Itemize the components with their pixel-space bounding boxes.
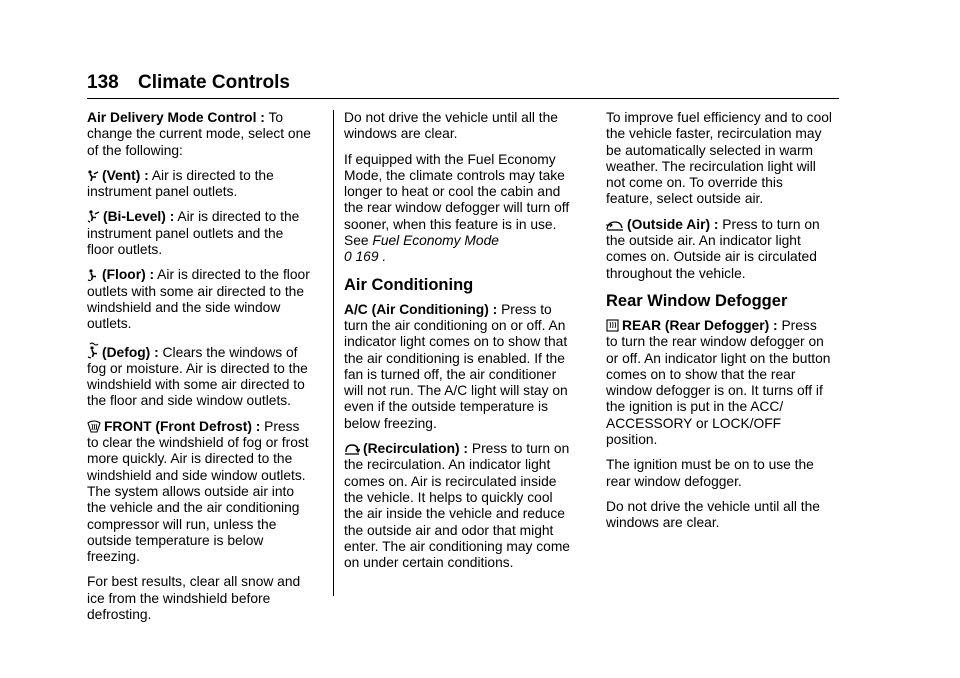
vent-term: (Vent) : [102,167,149,183]
fuel-economy-paragraph [344,152,570,266]
rear-defogger-paragraph [606,318,832,448]
recirculation-paragraph [344,441,570,571]
floor-text: Air is directed to the floor outlets with some air directed to the windshield and the side window outlets. [87,267,310,332]
rear-defogger-term: REAR (Rear Defogger) : [622,317,778,333]
fuel-efficiency-paragraph: To improve fuel efficiency and to cool the vehicle faster, recirculation may be automatically selected in warm weather. The recirculation light will not come on. To override this feature, select outside air. [606,110,832,207]
best-results-paragraph: For best results, clear all snow and ice from the windshield before defrosting. [87,574,301,623]
air-conditioning-heading: Air Conditioning [344,275,474,294]
ac-term: A/C (Air Conditioning) : [344,301,498,317]
front-defrost-term: FRONT (Front Defrost) : [104,418,261,434]
recirculation-term: (Recirculation) : [363,441,469,457]
fuel-economy-text: If equipped with the Fuel Economy Mode, the climate controls may take longer to heat or cool the cabin and the rear window defogger will turn off sooner, when this feature is in use. See [344,151,570,249]
section-title: Climate Controls [137,72,291,93]
vent-text: Air is directed to the instrument panel outlets. [87,167,274,200]
ac-text: Press to turn the air conditioning on or off. An indicator light comes on to show that the air conditioning is enabled. If the fan is turned off, the air conditioner will not run. The A/C light will stay on even if the outside temperature is below freezing. [344,301,568,431]
air-delivery-term: Air Delivery Mode Control : [87,110,265,125]
floor-mode-icon [87,268,99,281]
bi-level-paragraph [87,209,313,258]
defog-text: Clears the windows of fog or moisture. Air is directed to the windshield with some air directed to the floor and side window outlets. [87,344,308,409]
fuel-economy-page-ref[interactable]: 0 169 . [344,249,387,265]
outside-air-text: Press to turn on the outside air. An indicator light comes on. Outside air is circulated throughout the vehicle. [606,216,820,281]
column-3 [606,110,832,541]
vent-mode-icon [87,169,99,182]
vent-paragraph [87,168,313,201]
outside-air-icon [606,220,624,231]
ignition-paragraph: The ignition must be on to use the rear window defogger. [606,457,814,489]
outside-air-paragraph [606,217,832,282]
front-defrost-paragraph [87,419,313,566]
floor-term: (Floor) : [102,267,155,283]
front-defrost-icon [87,420,101,433]
column-2 [344,110,570,580]
rear-defogger-icon [606,319,619,332]
air-delivery-paragraph [87,110,313,159]
ac-paragraph [344,302,570,432]
recirculation-text: Press to turn on the recirculation. An indicator light comes on. Air is recirculated inside the vehicle. It helps to quickly cool the air inside the vehicle and reduce the outside air and odor that might enter. The air conditioning may come on under certain conditions. [344,441,570,571]
bi-level-mode-icon [87,209,100,223]
defog-term: (Defog) : [102,344,159,360]
header-rule [87,98,839,99]
rear-window-defogger-heading: Rear Window Defogger [606,291,788,310]
defog-mode-icon [87,342,99,359]
recirculation-icon [344,444,360,455]
drive-warning-2-paragraph: Do not drive the vehicle until all the windows are clear. [606,498,820,531]
bi-level-term: (Bi-Level) : [103,209,175,225]
page-number: 138 [87,72,119,93]
outside-air-term: (Outside Air) : [627,216,719,232]
column-divider [333,110,334,596]
fuel-economy-link[interactable]: Fuel Economy Mode [372,233,499,249]
column-1 [87,110,313,632]
air-delivery-text: To change the current mode, select one of the following: [87,110,311,158]
bi-level-text: Air is directed to the instrument panel outlets and the floor outlets. [87,209,300,258]
front-defrost-text: Press to clear the windshield of fog or frost more quickly. Air is directed to the windshield and side window outlets. The system allows outside air into the vehicle and the air conditioning compressor will run, unless the outside temperature is below freezing. [87,418,309,565]
rear-defogger-text: Press to turn the rear window defogger on or off. An indicator light on the button comes on to show that the rear window defogger is on. It turns off if the ignition is put in the ACC/ ACCESSORY or LOCK/OFF position. [606,317,831,448]
page-header [87,72,839,94]
floor-paragraph [87,267,313,332]
drive-warning-paragraph: Do not drive the vehicle until all the windows are clear. [344,110,558,142]
defog-paragraph [87,342,313,410]
